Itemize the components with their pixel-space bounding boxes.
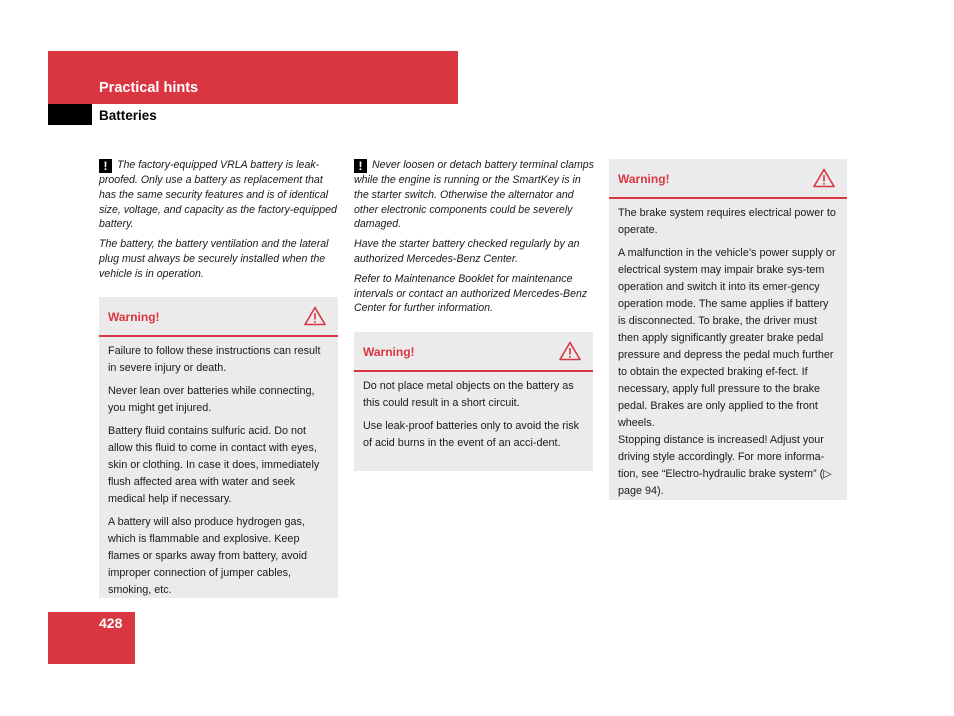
- warning-text: A malfunction in the vehicle’s power supply or electrical system may impair brake sys-tem operation and switch it into its emer-gency operation mode. The same applies if battery is disconnected. To brake, the driver must then apply significantly greater brake pedal pressure and depress the pedal much further to obtain the expected braking ef-fect. If necessary, apply full pressure to the brake pedal. Brakes are only applied to the front wheels.: [618, 247, 836, 429]
- warning-box-brake-system: [609, 159, 847, 500]
- exclamation-icon: !: [99, 159, 112, 173]
- warning-triangle-icon: [559, 341, 581, 361]
- exclamation-icon: !: [354, 159, 367, 173]
- subsection-title: Batteries: [99, 108, 157, 123]
- warning-label: Warning!: [108, 310, 160, 324]
- note-battery-leakproof: [99, 158, 339, 287]
- warning-text: Never lean over batteries while connecting, you might get injured.: [108, 385, 315, 414]
- warning-text: Stopping distance is increased! Adjust your driving style accordingly. For more informa-tion, see “Electro-hydraulic brake system” (▷ page 94).: [618, 434, 832, 497]
- warning-text: Use leak-proof batteries only to avoid the risk of acid burns in the event of an acci-dent.: [363, 420, 580, 449]
- warning-box-battery: [99, 297, 338, 598]
- warning-header: [99, 297, 338, 337]
- note-text: Never loosen or detach battery terminal clamps while the engine is running or the SmartKey is in the starter switch. Otherwise the alternator and other electronic components could be severely damaged.: [354, 159, 594, 231]
- warning-box-metal-objects: [354, 332, 593, 471]
- note-text: The battery, the battery ventilation and the lateral plug must always be securely installed when the vehicle is in operation.: [99, 238, 329, 280]
- note-terminal-clamps: [354, 158, 594, 321]
- warning-triangle-icon: [813, 168, 835, 188]
- note-text: Refer to Maintenance Booklet for maintenance intervals or contact an authorized Mercedes-Benz Center for further information.: [354, 272, 588, 315]
- warning-header: [354, 332, 593, 372]
- warning-text: Failure to follow these instructions can result in severe injury or death.: [108, 345, 321, 374]
- note-text: The factory-equipped VRLA battery is leak-proofed. Only use a battery as replacement that has the same security features and is of identical size, voltage, and capacity as the factory-equipped battery.: [99, 159, 337, 231]
- warning-header: [609, 159, 847, 199]
- warning-text: A battery will also produce hydrogen gas, which is flammable and explosive. Keep flames or sparks away from battery, avoid improper connection of jumper cables, smoking, etc.: [108, 516, 308, 596]
- header-band: [48, 51, 458, 104]
- warning-text: Battery fluid contains sulfuric acid. Do not allow this fluid to come in contact with eyes, skin or clothing. In case it does, immediately flush affected area with water and seek medical help if necessary.: [108, 425, 320, 505]
- warning-label: Warning!: [618, 172, 670, 186]
- page-number: 428: [99, 615, 123, 631]
- warning-text: The brake system requires electrical power to operate.: [618, 207, 836, 236]
- section-marker: [48, 104, 92, 125]
- warning-label: Warning!: [363, 345, 415, 359]
- warning-text: Do not place metal objects on the battery as this could result in a short circuit.: [363, 380, 574, 409]
- note-text: Have the starter battery checked regularly by an authorized Mercedes-Benz Center.: [354, 238, 580, 265]
- warning-triangle-icon: [304, 306, 326, 326]
- section-title: Practical hints: [99, 80, 199, 96]
